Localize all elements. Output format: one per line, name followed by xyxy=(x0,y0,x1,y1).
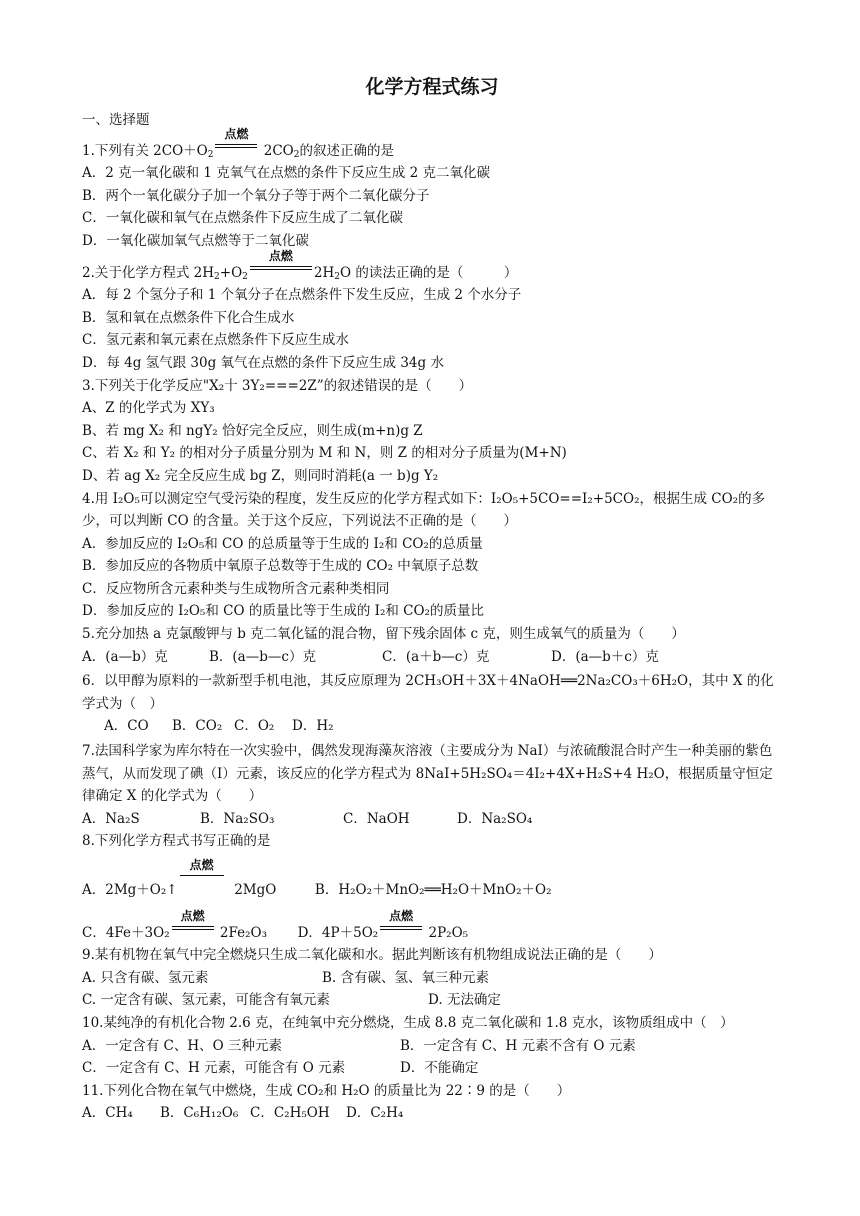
option-c[interactable]: C、若 X₂ 和 Y₂ 的相对分子质量分别为 M 和 N，则 Z 的相对分子质量为(M+N) xyxy=(82,445,567,462)
option-c[interactable]: C．一定含有 C、H 元素，可能含有 O 元素 xyxy=(82,1060,346,1077)
option-a[interactable]: A、Z 的化学式为 XY₃ xyxy=(82,400,215,417)
option-b[interactable]: B、若 mg X₂ 和 ngY₂ 恰好完全反应，则生成(m+n)g Z xyxy=(82,422,423,439)
option-a[interactable]: A．(a—b）克 xyxy=(82,648,168,665)
question-stem: 6．以甲醇为原料的一款新型手机电池，其反应原理为 2CH₃OH＋3X＋4NaOH══2Na₂CO₃＋6H₂O，其中 X 的化学式为（ ） xyxy=(82,673,774,712)
option-d[interactable]: D．参加反应的 I₂O₅和 CO 的质量比等于生成的 I₂和 CO₂的质量比 xyxy=(82,603,484,620)
page-title: 化学方程式练习 xyxy=(365,76,499,98)
options-row xyxy=(82,646,782,669)
options-row xyxy=(82,908,782,945)
option-a[interactable]: A．Na₂S xyxy=(82,810,140,827)
option-a[interactable]: A．2Mg＋O₂↑ 点燃 2MgO xyxy=(82,858,277,898)
question-1 xyxy=(82,126,782,253)
section-heading: 一、选择题 xyxy=(82,112,150,128)
option-d[interactable]: D．每 4g 氢气跟 30g 氧气在点燃的条件下反应生成 34g 水 xyxy=(82,354,444,371)
question-stem: 10.某纯净的有机化合物 2.6 克，在纯氧中充分燃烧，生成 8.8 克二氧化碳和 1.8 克水，该物质组成中（ ） xyxy=(82,1014,734,1031)
option-a[interactable]: A．每 2 个氢分子和 1 个氧分子在点燃条件下发生反应，生成 2 个水分子 xyxy=(82,287,522,304)
option-d[interactable]: D．4P＋5O₂ 点燃 2P₂O₅ xyxy=(297,908,469,941)
option-b[interactable]: B．H₂O₂＋MnO₂══H₂O＋MnO₂＋O₂ xyxy=(314,882,552,898)
option-b[interactable]: B. 含有碳、氢、氧三种元素 xyxy=(322,969,490,986)
reaction-condition: 点燃 xyxy=(180,872,224,886)
option-b[interactable]: B．氢和氧在点燃条件下化合生成水 xyxy=(82,309,295,326)
option-b[interactable]: B．(a—b—c）克 xyxy=(209,648,316,665)
question-2 xyxy=(82,248,782,375)
question-10 xyxy=(82,1012,782,1080)
reaction-condition: 点燃 xyxy=(250,263,312,277)
options-row xyxy=(82,1057,782,1080)
reaction-condition: 点燃 xyxy=(172,923,214,937)
option-c[interactable]: C．C₂H₅OH xyxy=(250,1105,330,1122)
options-row xyxy=(82,1035,782,1058)
question-stem: 1.下列有关 $2CO+O_2$ 点燃 $2CO_2$的叙述正确的是 xyxy=(82,126,394,160)
question-stem: 9.某有机物在氧气中完全燃烧只生成二氧化碳和水。据此判断该有机物组成说法正确的是（ ） xyxy=(82,947,662,964)
options-row xyxy=(82,1102,782,1125)
question-3 xyxy=(82,375,782,488)
question-stem: 7.法国科学家为库尔特在一次实验中，偶然发现海藻灰溶液（主要成分为 NaI）与浓硫酸混合时产生一种美丽的紫色蒸气，从而发现了碘（I）元素，该反应的化学方程式为 8NaI+5H₂SO₄＝4I₂+4X+H₂S+4 H₂O，根据质量守恒定律确定 X 的化学式为（ ） xyxy=(82,743,773,805)
options-row xyxy=(82,715,782,738)
option-c[interactable]: C．一氧化碳和氧气在点燃条件下反应生成了二氧化碳 xyxy=(82,210,403,227)
question-9 xyxy=(82,944,782,1012)
option-c[interactable]: C．氢元素和氧元素在点燃条件下反应生成水 xyxy=(82,332,349,349)
option-c[interactable]: C．4Fe＋3O₂ 点燃 2Fe₂O₃ xyxy=(82,908,268,941)
option-c[interactable]: C．O₂ xyxy=(234,718,275,735)
option-b[interactable]: B．Na₂SO₃ xyxy=(200,810,275,827)
question-stem: 4.用 I₂O₅可以测定空气受污染的程度，发生反应的化学方程式如下：I₂O₅+5CO==I₂+5CO₂，根据生成 CO₂的多少，可以判断 CO 的含量。关于这个反应，下列说法不正确的是（ ） xyxy=(82,490,766,530)
option-c[interactable]: C．反应物所含元素种类与生成物所含元素种类相同 xyxy=(82,580,390,597)
option-b[interactable]: B．参加反应的各物质中氧原子总数等于生成的 CO₂ 中氧原子总数 xyxy=(82,558,479,575)
option-d[interactable]: D．一氧化碳加氧气点燃等于二氧化碳 xyxy=(82,232,309,249)
question-stem: 8.下列化学方程式书写正确的是 xyxy=(82,833,271,850)
options-row xyxy=(82,858,782,902)
option-b[interactable]: B．一定含有 C、H 元素不含有 O 元素 xyxy=(400,1037,636,1054)
question-stem: 3.下列关于化学反应"X₂十 3Y₂===2Z”的叙述错误的是（ ） xyxy=(82,377,473,394)
option-b[interactable]: B．两个一氧化碳分子加一个氧分子等于两个二氧化碳分子 xyxy=(82,187,430,204)
question-8 xyxy=(82,830,782,944)
option-d[interactable]: D．C₂H₄ xyxy=(346,1105,404,1122)
option-a[interactable]: A．参加反应的 I₂O₅和 CO 的总质量等于生成的 I₂和 CO₂的总质量 xyxy=(82,535,483,552)
option-a[interactable]: A．CH₄ xyxy=(82,1105,133,1122)
question-7 xyxy=(82,740,782,830)
option-b[interactable]: B．CO₂ xyxy=(172,718,223,735)
question-6 xyxy=(82,670,782,738)
option-a[interactable]: A．2 克一氧化碳和 1 克氧气在点燃的条件下反应生成 2 克二氧化碳 xyxy=(82,165,490,182)
reaction-condition: 点燃 xyxy=(380,923,422,937)
option-d[interactable]: D．不能确定 xyxy=(400,1060,479,1077)
option-d[interactable]: D．(a—b＋c）克 xyxy=(551,648,659,665)
option-d[interactable]: D、若 ag X₂ 完全反应生成 bg Z，则同时消耗(a 一 b)g Y₂ xyxy=(82,467,439,484)
options-row xyxy=(82,808,782,831)
option-b[interactable]: B．C₆H₁₂O₆ xyxy=(160,1105,239,1122)
option-d[interactable]: D．Na₂SO₄ xyxy=(457,810,533,827)
question-stem: 11.下列化合物在氧气中燃烧，生成 CO₂和 H₂O 的质量比为 22∶9 的是（ ） xyxy=(82,1082,571,1099)
option-c[interactable]: C．NaOH xyxy=(343,810,410,827)
option-a[interactable]: A．CO xyxy=(104,718,149,735)
question-11 xyxy=(82,1080,782,1125)
question-stem: 5.充分加热 a 克氯酸钾与 b 克二氧化锰的混合物，留下残余固体 c 克，则生成氧气的质量为（ ） xyxy=(82,626,685,643)
option-d[interactable]: D．H₂ xyxy=(292,718,334,735)
reaction-condition: 点燃 xyxy=(215,141,257,155)
option-c[interactable]: C．(a＋b—c）克 xyxy=(382,648,490,665)
option-a[interactable]: A. 只含有碳、氢元素 xyxy=(82,969,209,986)
options-row xyxy=(82,989,782,1012)
option-a[interactable]: A．一定含有 C、H、O 三种元素 xyxy=(82,1037,283,1054)
option-d[interactable]: D. 无法确定 xyxy=(428,992,501,1009)
question-4 xyxy=(82,488,782,624)
worksheet xyxy=(82,74,782,1125)
options-row xyxy=(82,967,782,990)
question-5 xyxy=(82,623,782,668)
question-stem: 2.关于化学方程式 $2H_2+O_2$ 点燃 $2H_2O$ 的读法正确的是（ ） xyxy=(82,248,518,282)
option-c[interactable]: C. 一定含有碳、氢元素，可能含有氧元素 xyxy=(82,992,330,1009)
